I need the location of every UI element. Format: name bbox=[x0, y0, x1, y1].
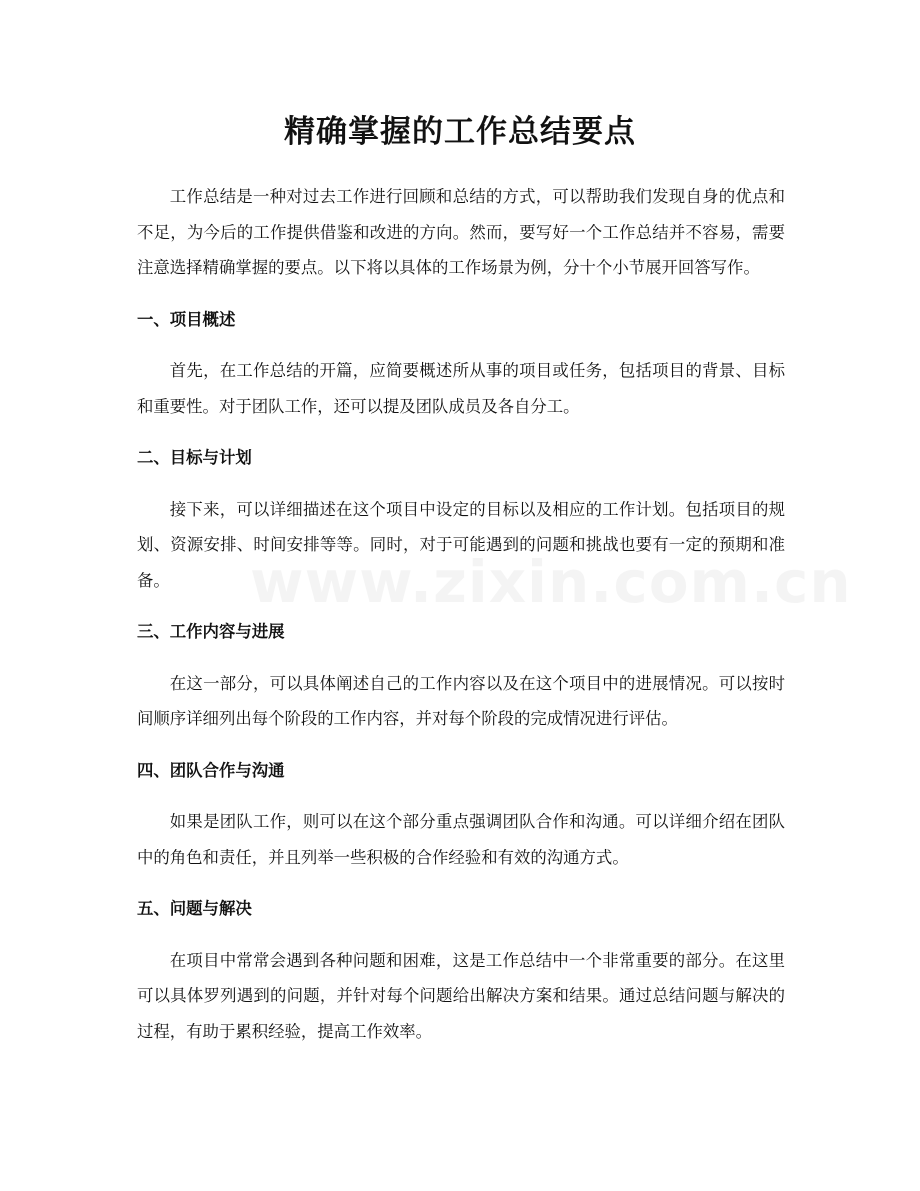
section-body: 在项目中常常会遇到各种问题和困难，这是工作总结中一个非常重要的部分。在这里可以具体罗列遇到的问题，并针对每个问题给出解决方案和结果。通过总结问题与解决的过程，有助于累积经验，提高工作效率。 bbox=[137, 950, 785, 1041]
section-heading: 二、目标与计划 bbox=[137, 448, 252, 467]
section-heading: 四、团队合作与沟通 bbox=[137, 760, 285, 780]
section-heading: 一、项目概述 bbox=[137, 309, 236, 329]
section-body: 接下来，可以详细描述在这个项目中设定的目标以及相应的工作计划。包括项目的规划、资源安排、时间安排等等。同时，对于可能遇到的问题和挑战也要有一定的预期和准备。 bbox=[137, 499, 785, 590]
section-2 bbox=[137, 440, 785, 598]
page-title: 精确掌握的工作总结要点 bbox=[284, 114, 636, 150]
section-5 bbox=[137, 891, 785, 1049]
section-body: 首先，在工作总结的开篇，应简要概述所从事的项目或任务，包括项目的背景、目标和重要性。对于团队工作，还可以提及团队成员及各自分工。 bbox=[137, 361, 785, 416]
section-body: 如果是团队工作，则可以在这个部分重点强调团队合作和沟通。可以详细介绍在团队中的角色和责任，并且列举一些积极的合作经验和有效的沟通方式。 bbox=[137, 812, 785, 867]
section-1 bbox=[137, 302, 785, 425]
section-body: 在这一部分，可以具体阐述自己的工作内容以及在这个项目中的进展情况。可以按时间顺序详细列出每个阶段的工作内容，并对每个阶段的完成情况进行评估。 bbox=[137, 673, 785, 728]
section-3 bbox=[137, 614, 785, 737]
section-heading: 三、工作内容与进展 bbox=[137, 622, 285, 641]
section-4 bbox=[137, 753, 785, 876]
intro-paragraph: 工作总结是一种对过去工作进行回顾和总结的方式，可以帮助我们发现自身的优点和不足，为今后的工作提供借鉴和改进的方向。然而，要写好一个工作总结并不容易，需要注意选择精确掌握的要点。以下将以具体的工作场景为例，分十个小节展开回答写作。 bbox=[137, 187, 785, 277]
section-heading: 五、问题与解决 bbox=[137, 899, 252, 918]
document-body bbox=[137, 179, 785, 1049]
